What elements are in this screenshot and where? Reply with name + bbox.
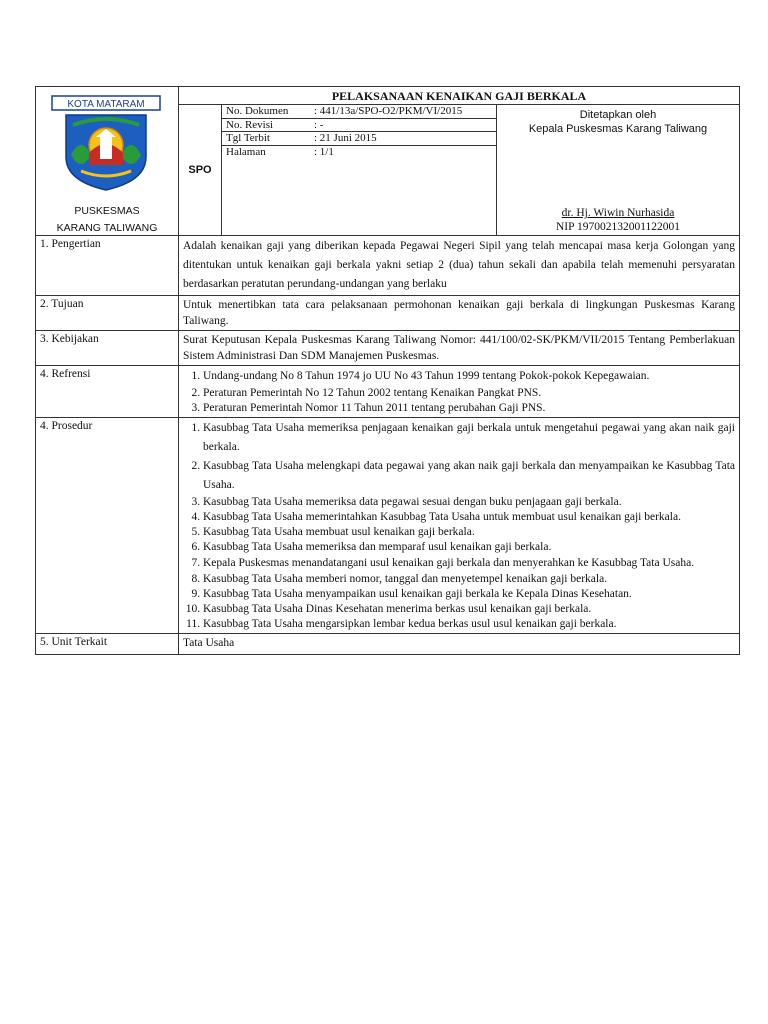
- doc-info-row: [222, 105, 496, 118]
- list-item: 9. Kasubbag Tata Usaha menyampaikan usul kenaikan gaji berkala ke Kepala Dinas Kesehatan.: [203, 587, 735, 602]
- list-item: 8. Kasubbag Tata Usaha memberi nomor, tanggal dan menyetempel kenaikan gaji berkala.: [203, 572, 735, 587]
- section-label: 3. Kebijakan: [36, 331, 179, 366]
- section-text: Adalah kenaikan gaji yang diberikan kepada Pegawai Negeri Sipil yang telah mencapai masa kerja Golongan yang ditentukan untuk kenaikan gaji berkala yakni setiap 2 (dua) tahun sekali dan apabila telah memenuhi persyaratan berdasarkan peratutan perundang-undangan yang berlaku: [179, 236, 740, 296]
- header-logo-cell: [36, 87, 179, 236]
- section-label: 2. Tujuan: [36, 296, 179, 331]
- org-name-line1: PUSKESMAS: [74, 205, 140, 217]
- section-pengertian: [36, 236, 740, 296]
- section-label: 4. Prosedur: [36, 418, 179, 634]
- doc-info-value: : 441/13a/SPO-O2/PKM/VI/2015: [310, 105, 496, 118]
- spo-label: SPO: [179, 105, 222, 236]
- doc-info-key: Halaman: [226, 145, 266, 158]
- section-list-cell: [179, 366, 740, 418]
- list-item: 1. Undang-undang No 8 Tahun 1974 jo UU No 43 Tahun 1999 tentang Pokok-pokok Kepegawaian.: [203, 367, 735, 386]
- list-item: 2. Kasubbag Tata Usaha melengkapi data pegawai yang akan naik gaji berkala dan menyampaikan ke Kasubbag Tata Usaha.: [203, 457, 735, 495]
- document-title: PELAKSANAAN KENAIKAN GAJI BERKALA: [179, 87, 740, 105]
- list-item: 2. Peraturan Pemerintah No 12 Tahun 2002 tentang Kenaikan Pangkat PNS.: [203, 386, 735, 401]
- org-name-line2: KARANG TALIWANG: [56, 222, 158, 234]
- doc-info-value: : -: [310, 118, 496, 132]
- section-text: Untuk menertibkan tata cara pelaksanaan permohonan kenaikan gaji berkala di lingkungan Puskesmas Karang Taliwang.: [179, 296, 740, 331]
- kota-mataram-emblem: [51, 95, 161, 191]
- section-refrensi: [36, 366, 740, 418]
- document-info-cell: [222, 105, 497, 236]
- list-item: 11. Kasubbag Tata Usaha mengarsipkan lembar kedua berkas usul usul kenaikan gaji berkala.: [203, 617, 735, 632]
- prosedur-list: [183, 419, 735, 632]
- approval-cell: [497, 105, 740, 236]
- section-unit-terkait: [36, 634, 740, 655]
- doc-info-key: Tgl Terbit: [222, 132, 310, 146]
- list-item: 3. Peraturan Pemerintah Nomor 11 Tahun 2011 tentang perubahan Gaji PNS.: [203, 401, 735, 416]
- list-item: 10. Kasubbag Tata Usaha Dinas Kesehatan menerima berkas usul kenaikan gaji berkala.: [203, 602, 735, 617]
- list-item: 7. Kepala Puskesmas menandatangani usul kenaikan gaji berkala dan menyerahkan ke Kasubbag Tata Usaha.: [203, 555, 735, 572]
- document-info-table: [222, 105, 496, 158]
- section-label: 5. Unit Terkait: [36, 634, 179, 655]
- approval-line1: Ditetapkan oleh: [579, 109, 657, 121]
- list-item: 1. Kasubbag Tata Usaha memeriksa penjagaan kenaikan gaji berkala untuk mengetahui pegawai yang akan naik gaji berkala.: [203, 419, 735, 457]
- doc-info-value: : 21 Juni 2015: [310, 132, 496, 146]
- section-prosedur: [36, 418, 740, 634]
- refrensi-list: [183, 367, 735, 416]
- section-text: Surat Keputusan Kepala Puskesmas Karang Taliwang Nomor: 441/100/02-SK/PKM/VII/2015 Tentang Pemberlakuan Sistem Administrasi Dan SDM Manajemen Puskesmas.: [179, 331, 740, 366]
- doc-info-row: [222, 118, 496, 132]
- section-kebijakan: [36, 331, 740, 366]
- doc-info-key: No. Revisi: [222, 118, 310, 132]
- doc-info-row: [222, 145, 496, 158]
- approval-line2: Kepala Puskesmas Karang Taliwang: [528, 123, 708, 135]
- emblem-city-label: KOTA MATARAM: [67, 99, 145, 110]
- doc-info-row: [222, 132, 496, 146]
- section-tujuan: [36, 296, 740, 331]
- signer-nip: NIP 197002132001122001: [555, 221, 681, 233]
- list-item: 6. Kasubbag Tata Usaha memeriksa dan memparaf usul kenaikan gaji berkala.: [203, 540, 735, 555]
- doc-info-value: : 1/1: [314, 145, 334, 158]
- section-list-cell: [179, 418, 740, 634]
- doc-info-key: No. Dokumen: [222, 105, 310, 118]
- list-item: 3. Kasubbag Tata Usaha memeriksa data pegawai sesuai dengan buku penjagaan gaji berkala.: [203, 495, 735, 510]
- section-text: Tata Usaha: [179, 634, 740, 655]
- list-item: 5. Kasubbag Tata Usaha membuat usul kenaikan gaji berkala.: [203, 525, 735, 540]
- spo-document-table: [35, 86, 740, 655]
- signer-name: dr. Hj. Wiwin Nurhasida: [561, 207, 675, 219]
- section-label: 4. Refrensi: [36, 366, 179, 418]
- section-label: 1. Pengertian: [36, 236, 179, 296]
- list-item: 4. Kasubbag Tata Usaha memerintahkan Kasubbag Tata Usaha untuk membuat usul kenaikan gaji berkala.: [203, 510, 735, 525]
